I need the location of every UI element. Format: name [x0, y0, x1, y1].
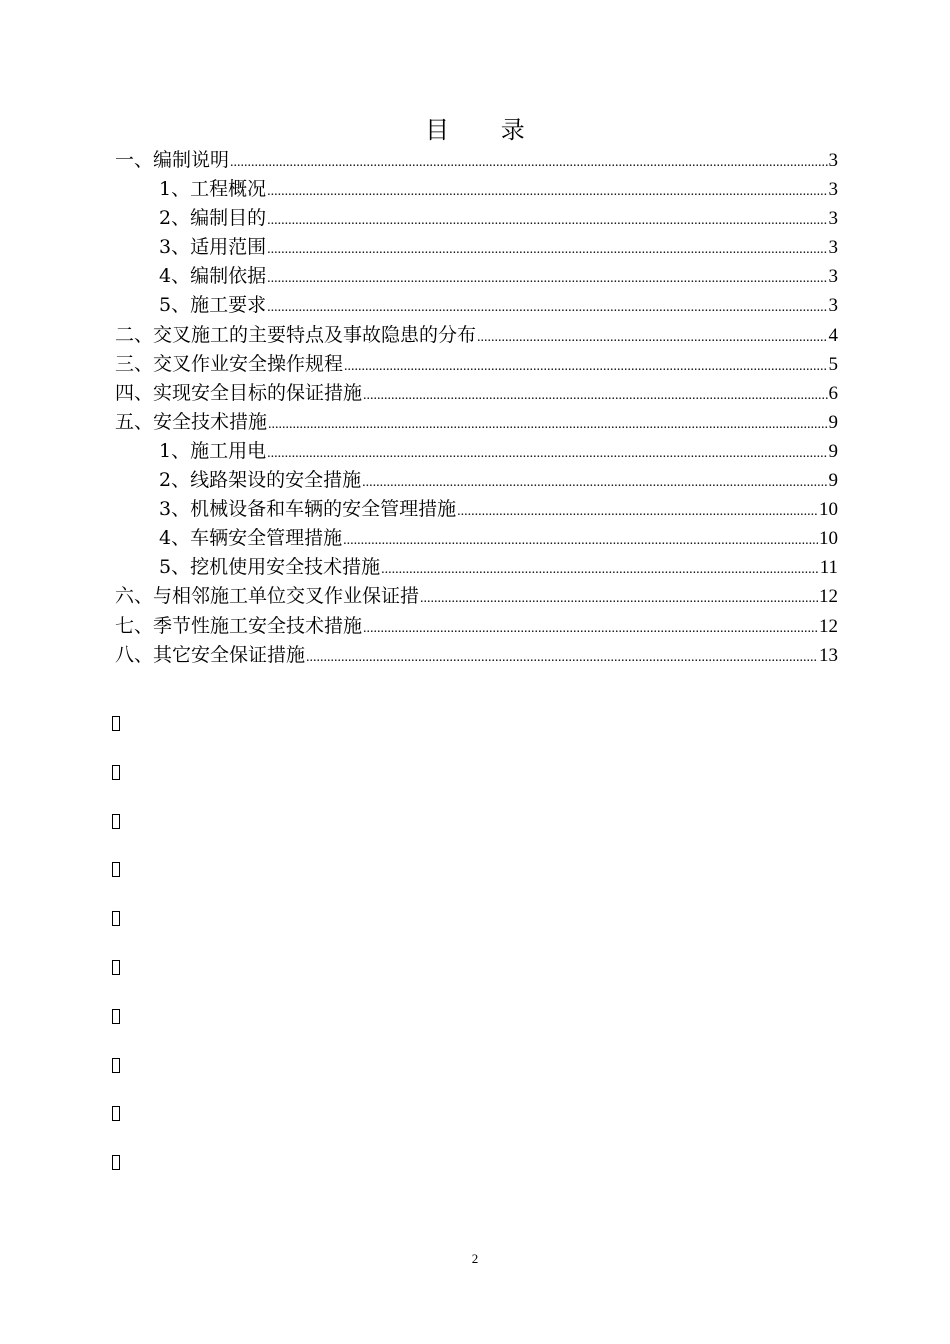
toc-leader-dots [267, 184, 827, 200]
paragraph-mark-icon [112, 960, 120, 975]
toc-entry[interactable] [115, 378, 838, 407]
toc-entry[interactable] [115, 523, 838, 552]
toc-leader-dots [362, 475, 827, 491]
toc-entry[interactable] [115, 494, 838, 523]
paragraph-mark-icon [112, 765, 120, 780]
toc-entry-page: 13 [819, 644, 838, 666]
toc-entry-text: 2、编制目的 [159, 207, 267, 230]
toc-entry-text: 三、交叉作业安全操作规程 [115, 352, 344, 375]
toc-entry[interactable] [115, 407, 838, 436]
toc-entry-page: 3 [828, 208, 838, 230]
paragraph-mark-icon [112, 814, 120, 829]
toc-entry-page: 9 [828, 440, 838, 462]
toc-entry-text: 4、车辆安全管理措施 [159, 527, 343, 550]
toc-entry-text: 四、实现安全目标的保证措施 [115, 381, 363, 404]
toc-leader-dots [230, 155, 827, 171]
paragraph-mark-icon [112, 862, 120, 877]
toc-leader-dots [457, 504, 818, 520]
toc-entry-page: 11 [819, 557, 838, 579]
empty-paragraph-marks [112, 716, 120, 1204]
toc-leader-dots [306, 650, 818, 666]
toc-entry[interactable] [115, 203, 838, 232]
toc-leader-dots [267, 446, 827, 462]
toc-entry-page: 3 [828, 266, 838, 288]
toc-entry-text: 2、线路架设的安全措施 [159, 469, 362, 492]
toc-entry-page: 12 [819, 615, 838, 637]
toc-entry-page: 10 [819, 499, 838, 521]
toc-entry[interactable] [115, 640, 838, 669]
toc-entry[interactable] [115, 145, 838, 174]
toc-title: 目 录 [425, 116, 547, 144]
toc-leader-dots [477, 330, 827, 346]
toc-entry-text: 1、工程概况 [159, 178, 267, 201]
toc-entry-text: 5、施工要求 [159, 294, 267, 317]
paragraph-mark-icon [112, 1106, 120, 1121]
toc-entry-text: 八、其它安全保证措施 [115, 643, 306, 666]
toc-entry-page: 3 [828, 237, 838, 259]
toc-entry-page: 9 [828, 411, 838, 433]
page-number: 2 [471, 1251, 479, 1266]
toc-leader-dots [267, 271, 827, 287]
toc-entry-text: 七、季节性施工安全技术措施 [115, 614, 363, 637]
toc-entry-page: 4 [828, 324, 838, 346]
toc-entry[interactable] [115, 436, 838, 465]
toc-leader-dots [268, 417, 827, 433]
toc-entry-text: 六、与相邻施工单位交叉作业保证措 [115, 585, 420, 608]
toc-entry[interactable] [115, 611, 838, 640]
toc-entry-page: 3 [828, 179, 838, 201]
toc-leader-dots [420, 591, 818, 607]
toc-entry-text: 五、安全技术措施 [115, 410, 268, 433]
toc-leader-dots [363, 388, 827, 404]
toc-entry[interactable] [115, 174, 838, 203]
toc-leader-dots [343, 533, 818, 549]
toc-entry-page: 3 [828, 150, 838, 171]
toc-entry[interactable] [115, 261, 838, 290]
toc-entry-page: 9 [828, 470, 838, 492]
toc-entry[interactable] [115, 290, 838, 319]
paragraph-mark-icon [112, 1009, 120, 1024]
paragraph-mark-icon [112, 911, 120, 926]
toc-entry[interactable] [115, 349, 838, 378]
table-of-contents [115, 145, 838, 669]
toc-leader-dots [267, 300, 827, 316]
toc-entry[interactable] [115, 581, 838, 610]
paragraph-mark-icon [112, 1155, 120, 1170]
toc-entry[interactable] [115, 232, 838, 261]
toc-entry-text: 一、编制说明 [115, 149, 230, 171]
toc-entry-text: 1、施工用电 [159, 439, 267, 462]
toc-leader-dots [267, 242, 827, 258]
toc-entry-text: 3、机械设备和车辆的安全管理措施 [159, 498, 457, 521]
toc-entry-page: 3 [828, 295, 838, 317]
toc-entry[interactable] [115, 552, 838, 581]
toc-leader-dots [363, 621, 818, 637]
toc-entry-page: 12 [819, 586, 838, 608]
toc-entry-text: 二、交叉施工的主要特点及事故隐患的分布 [115, 323, 477, 346]
toc-leader-dots [381, 562, 819, 578]
toc-leader-dots [267, 213, 827, 229]
toc-entry[interactable] [115, 465, 838, 494]
toc-entry[interactable] [115, 320, 838, 349]
toc-entry-text: 4、编制依据 [159, 265, 267, 288]
toc-leader-dots [344, 359, 827, 375]
paragraph-mark-icon [112, 716, 120, 731]
toc-entry-page: 10 [819, 528, 838, 550]
paragraph-mark-icon [112, 1058, 120, 1073]
toc-entry-text: 3、适用范围 [159, 236, 267, 259]
toc-entry-text: 5、挖机使用安全技术措施 [159, 556, 381, 579]
toc-entry-page: 5 [828, 353, 838, 375]
toc-entry-page: 6 [828, 382, 838, 404]
